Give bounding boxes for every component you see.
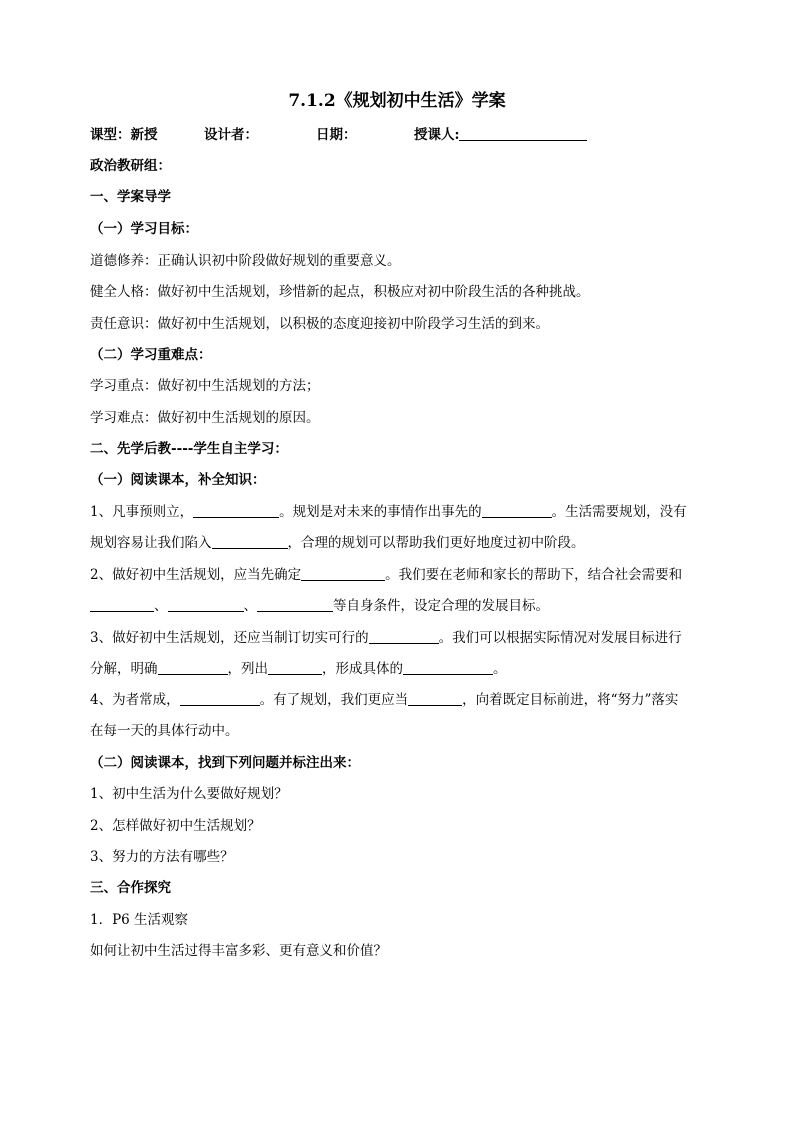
text-segment: 1、凡事预则立， bbox=[90, 504, 194, 520]
text-segment: 2、做好初中生活规划，应当先确定 bbox=[90, 567, 302, 583]
question-item: 3、努力的方法有哪些？ bbox=[90, 849, 234, 865]
goal-item: 健全人格：做好初中生活规划，珍惜新的起点，积极应对初中阶段生活的各种挑战。 bbox=[90, 284, 590, 300]
explore-item: 1．P6 生活观察 bbox=[90, 912, 189, 928]
key-point-item: 学习重点：做好初中生活规划的方法； bbox=[90, 378, 320, 394]
text-segment: ，向着既定目标前进，将“努力”落实 bbox=[462, 692, 679, 708]
text-segment: 规划容易让我们陷入 bbox=[90, 535, 212, 551]
section-1-heading: 一、学案导学 bbox=[90, 189, 171, 205]
fill-q4-line2: 在每一天的具体行动中。 bbox=[90, 723, 239, 739]
blank-field[interactable] bbox=[193, 503, 279, 518]
question-item: 2、怎样做好初中生活规划？ bbox=[90, 818, 261, 834]
group-label: 政治教研组： bbox=[90, 158, 171, 174]
blank-field[interactable] bbox=[369, 629, 439, 644]
teacher-label: 授课人: bbox=[414, 127, 460, 143]
blank-field[interactable] bbox=[408, 691, 462, 706]
text-segment: 等自身条件，设定合理的发展目标。 bbox=[333, 598, 549, 614]
text-segment: 4、为者常成， bbox=[90, 692, 180, 708]
blank-field[interactable] bbox=[168, 597, 244, 612]
blank-field[interactable] bbox=[90, 597, 154, 612]
text-segment: 、 bbox=[154, 598, 168, 614]
text-segment: 。有了规划，我们更应当 bbox=[259, 692, 409, 708]
text-segment: 。生活需要规划，没有 bbox=[551, 504, 687, 520]
blank-field[interactable] bbox=[257, 597, 333, 612]
text-segment: ，形成具体的 bbox=[322, 661, 403, 677]
fill-q2-line1 bbox=[90, 566, 710, 584]
fill-q1-line2 bbox=[90, 534, 710, 552]
date-label: 日期： bbox=[316, 127, 357, 143]
blank-field[interactable] bbox=[301, 566, 385, 581]
text-segment: 分解，明确 bbox=[90, 661, 158, 677]
text-segment: 。我们要在老师和家长的帮助下，结合社会需要和 bbox=[385, 567, 683, 583]
fill-q2-line2 bbox=[90, 597, 710, 615]
blank-field[interactable] bbox=[212, 534, 288, 549]
blank-field[interactable] bbox=[268, 660, 322, 675]
subsection-keypoints-heading: （二）学习重难点： bbox=[90, 347, 212, 363]
text-segment: 。 bbox=[493, 661, 507, 677]
fill-q1-line1 bbox=[90, 503, 710, 521]
designer-label: 设计者： bbox=[204, 127, 258, 143]
fill-q3-line1 bbox=[90, 629, 710, 647]
goal-item: 道德修养：正确认识初中阶段做好规划的重要意义。 bbox=[90, 253, 401, 269]
blank-field[interactable] bbox=[180, 691, 260, 706]
subsection-reading-heading: （一）阅读课本，补全知识： bbox=[90, 472, 266, 488]
question-item: 1、初中生活为什么要做好规划？ bbox=[90, 786, 288, 802]
teacher-blank[interactable] bbox=[459, 126, 587, 141]
blank-field[interactable] bbox=[158, 660, 228, 675]
meta-row bbox=[90, 126, 710, 144]
text-segment: ，合理的规划可以帮助我们更好地度过初中阶段。 bbox=[287, 535, 585, 551]
text-segment: ，列出 bbox=[227, 661, 268, 677]
key-point-item: 学习难点：做好初中生活规划的原因。 bbox=[90, 410, 320, 426]
text-segment: 3、做好初中生活规划，还应当制订切实可行的 bbox=[90, 630, 369, 646]
explore-item: 如何让初中生活过得丰富多彩、更有意义和价值？ bbox=[90, 943, 387, 959]
fill-q3-line2 bbox=[90, 660, 710, 678]
lesson-type: 课型：新授 bbox=[90, 127, 158, 143]
section-3-heading: 三、合作探究 bbox=[90, 880, 171, 896]
document-title: 7.1.2《规划初中生活》学案 bbox=[288, 91, 506, 111]
text-segment: 。我们可以根据实际情况对发展目标进行 bbox=[438, 630, 682, 646]
text-segment: 。规划是对未来的事情作出事先的 bbox=[279, 504, 482, 520]
goal-item: 责任意识：做好初中生活规划，以积极的态度迎接初中阶段学习生活的到来。 bbox=[90, 316, 549, 332]
section-2-heading: 二、先学后教----学生自主学习： bbox=[90, 441, 288, 457]
fill-q4-line1 bbox=[90, 691, 710, 709]
subsection-goals-heading: （一）学习目标： bbox=[90, 221, 198, 237]
subsection-find-heading: （二）阅读课本，找到下列问题并标注出来： bbox=[90, 755, 360, 771]
text-segment: 、 bbox=[243, 598, 257, 614]
blank-field[interactable] bbox=[482, 503, 552, 518]
blank-field[interactable] bbox=[403, 660, 493, 675]
